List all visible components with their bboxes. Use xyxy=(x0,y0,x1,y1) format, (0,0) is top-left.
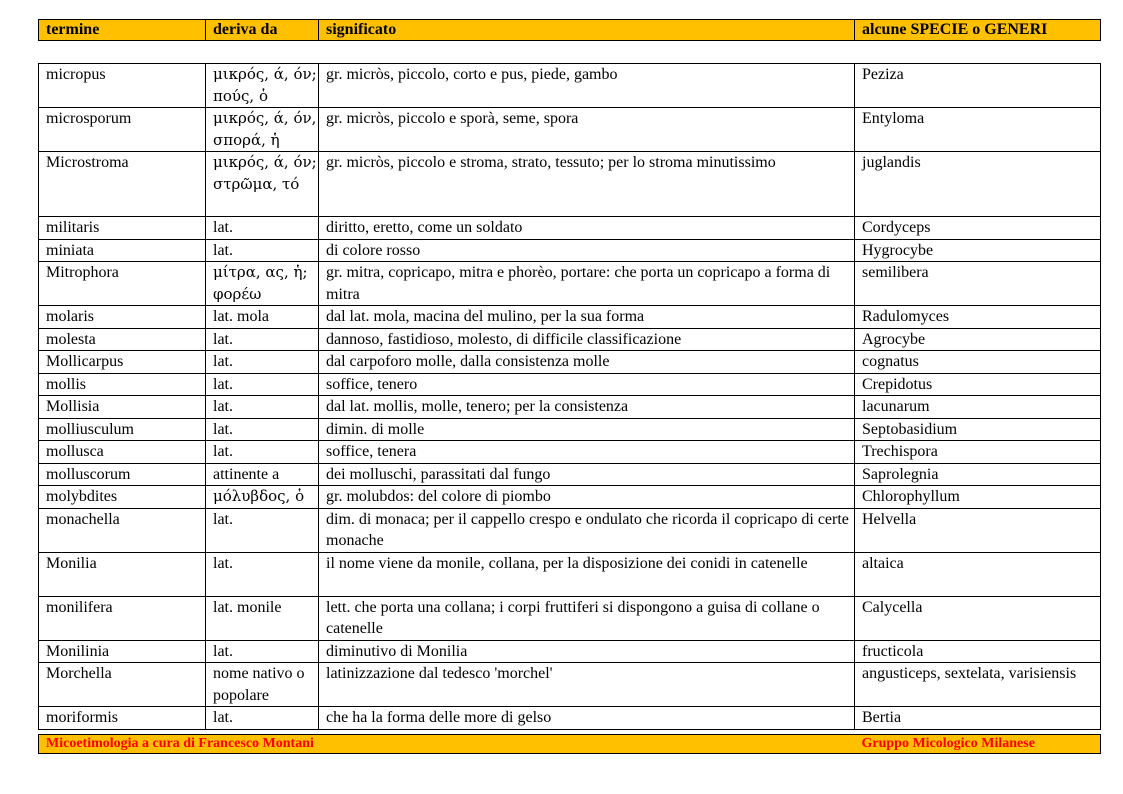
cell-significato: dal lat. mollis, molle, tenero; per la consistenza xyxy=(319,396,855,419)
cell-specie: Peziza xyxy=(855,64,1101,108)
table-row xyxy=(39,64,1101,108)
cell-deriva-da: lat. xyxy=(206,239,319,262)
cell-specie: Saprolegnia xyxy=(855,463,1101,486)
cell-deriva-da: μικρός, ά, όν, σπορά, ἡ xyxy=(206,108,319,152)
cell-termine: Mollisia xyxy=(39,396,206,419)
cell-termine: mollusca xyxy=(39,441,206,464)
cell-specie: juglandis xyxy=(855,152,1101,217)
table-row xyxy=(39,463,1101,486)
table-row xyxy=(39,306,1101,329)
cell-deriva-da: lat. xyxy=(206,552,319,596)
cell-specie: Chlorophyllum xyxy=(855,486,1101,509)
cell-significato: soffice, tenero xyxy=(319,373,855,396)
cell-specie: Cordyceps xyxy=(855,217,1101,240)
table-row xyxy=(39,152,1101,217)
cell-termine: microsporum xyxy=(39,108,206,152)
cell-significato: dei molluschi, parassitati dal fungo xyxy=(319,463,855,486)
cell-specie: Agrocybe xyxy=(855,328,1101,351)
cell-specie: altaica xyxy=(855,552,1101,596)
cell-specie: angusticeps, sextelata, varisiensis xyxy=(855,663,1101,707)
cell-significato: dal lat. mola, macina del mulino, per la sua forma xyxy=(319,306,855,329)
cell-significato: dimin. di molle xyxy=(319,418,855,441)
header-termine: termine xyxy=(39,20,206,41)
table-row xyxy=(39,108,1101,152)
cell-termine: molaris xyxy=(39,306,206,329)
table-row xyxy=(39,239,1101,262)
footer-author: Micoetimologia a cura di Francesco Montani xyxy=(39,735,855,754)
cell-specie: Radulomyces xyxy=(855,306,1101,329)
cell-significato: dal carpoforo molle, dalla consistenza molle xyxy=(319,351,855,374)
cell-termine: moriformis xyxy=(39,707,206,730)
header-table xyxy=(38,19,1101,41)
cell-termine: micropus xyxy=(39,64,206,108)
cell-termine: Morchella xyxy=(39,663,206,707)
table-row xyxy=(39,217,1101,240)
cell-significato: gr. micròs, piccolo e stroma, strato, tessuto; per lo stroma minutissimo xyxy=(319,152,855,217)
footer-table xyxy=(38,734,1101,754)
cell-specie: Septobasidium xyxy=(855,418,1101,441)
header-deriva-da: deriva da xyxy=(206,20,319,41)
cell-deriva-da: lat. xyxy=(206,217,319,240)
cell-specie: Helvella xyxy=(855,508,1101,552)
cell-deriva-da: lat. xyxy=(206,328,319,351)
table-row xyxy=(39,351,1101,374)
cell-deriva-da: lat. xyxy=(206,418,319,441)
cell-deriva-da: lat. xyxy=(206,396,319,419)
cell-specie: fructicola xyxy=(855,640,1101,663)
cell-significato: dim. di monaca; per il cappello crespo e ondulato che ricorda il copricapo di certe monache xyxy=(319,508,855,552)
table-row xyxy=(39,508,1101,552)
cell-significato: gr. mitra, copricapo, mitra e phorèo, portare: che porta un copricapo a forma di mitra xyxy=(319,262,855,306)
cell-significato: di colore rosso xyxy=(319,239,855,262)
table-row xyxy=(39,396,1101,419)
table-row xyxy=(39,596,1101,640)
glossary-table xyxy=(38,63,1101,730)
cell-significato: dannoso, fastidioso, molesto, di difficile classificazione xyxy=(319,328,855,351)
header-row xyxy=(39,20,1101,41)
cell-termine: Mitrophora xyxy=(39,262,206,306)
cell-termine: militaris xyxy=(39,217,206,240)
cell-deriva-da: lat. monile xyxy=(206,596,319,640)
cell-termine: Mollicarpus xyxy=(39,351,206,374)
cell-termine: mollis xyxy=(39,373,206,396)
table-row xyxy=(39,552,1101,596)
cell-specie: Crepidotus xyxy=(855,373,1101,396)
cell-deriva-da: lat. xyxy=(206,351,319,374)
cell-specie: lacunarum xyxy=(855,396,1101,419)
cell-termine: Monilia xyxy=(39,552,206,596)
cell-termine: molybdites xyxy=(39,486,206,509)
table-row xyxy=(39,640,1101,663)
header-specie-generi: alcune SPECIE o GENERI xyxy=(855,20,1101,41)
cell-specie: cognatus xyxy=(855,351,1101,374)
cell-deriva-da: lat. xyxy=(206,441,319,464)
cell-deriva-da: attinente a xyxy=(206,463,319,486)
cell-significato: il nome viene da monile, collana, per la disposizione dei conidi in catenelle xyxy=(319,552,855,596)
table-row xyxy=(39,441,1101,464)
cell-deriva-da: lat. xyxy=(206,373,319,396)
table-row xyxy=(39,373,1101,396)
cell-significato: lett. che porta una collana; i corpi fruttiferi si dispongono a guisa di collane o catenelle xyxy=(319,596,855,640)
cell-specie: semilibera xyxy=(855,262,1101,306)
table-row xyxy=(39,262,1101,306)
footer-organization: Gruppo Micologico Milanese xyxy=(855,735,1101,754)
cell-deriva-da: nome nativo o popolare xyxy=(206,663,319,707)
table-row xyxy=(39,707,1101,730)
table-row xyxy=(39,663,1101,707)
cell-termine: molliusculum xyxy=(39,418,206,441)
cell-significato: gr. micròs, piccolo, corto e pus, piede, gambo xyxy=(319,64,855,108)
cell-specie: Hygrocybe xyxy=(855,239,1101,262)
cell-termine: monachella xyxy=(39,508,206,552)
cell-deriva-da: μικρός, ά, όν; πούς, ὁ xyxy=(206,64,319,108)
cell-significato: gr. molubdos: del colore di piombo xyxy=(319,486,855,509)
table-row xyxy=(39,418,1101,441)
cell-termine: miniata xyxy=(39,239,206,262)
cell-termine: molesta xyxy=(39,328,206,351)
cell-termine: monilifera xyxy=(39,596,206,640)
cell-termine: Monilinia xyxy=(39,640,206,663)
cell-termine: molluscorum xyxy=(39,463,206,486)
table-row xyxy=(39,328,1101,351)
cell-significato: che ha la forma delle more di gelso xyxy=(319,707,855,730)
header-significato: significato xyxy=(319,20,855,41)
footer-row xyxy=(39,735,1101,754)
cell-termine: Microstroma xyxy=(39,152,206,217)
cell-significato: latinizzazione dal tedesco 'morchel' xyxy=(319,663,855,707)
cell-specie: Entyloma xyxy=(855,108,1101,152)
cell-significato: diritto, eretto, come un soldato xyxy=(319,217,855,240)
cell-deriva-da: μόλυβδος, ὁ xyxy=(206,486,319,509)
cell-deriva-da: lat. xyxy=(206,707,319,730)
cell-deriva-da: lat. xyxy=(206,508,319,552)
cell-deriva-da: lat. mola xyxy=(206,306,319,329)
cell-significato: diminutivo di Monilia xyxy=(319,640,855,663)
cell-significato: soffice, tenera xyxy=(319,441,855,464)
cell-specie: Bertia xyxy=(855,707,1101,730)
cell-significato: gr. micròs, piccolo e sporà, seme, spora xyxy=(319,108,855,152)
cell-deriva-da: μίτρα, ας, ἡ; φορέω xyxy=(206,262,319,306)
cell-deriva-da: μικρός, ά, όν; στρῶμα, τό xyxy=(206,152,319,217)
table-row xyxy=(39,486,1101,509)
cell-specie: Calycella xyxy=(855,596,1101,640)
cell-deriva-da: lat. xyxy=(206,640,319,663)
cell-specie: Trechispora xyxy=(855,441,1101,464)
